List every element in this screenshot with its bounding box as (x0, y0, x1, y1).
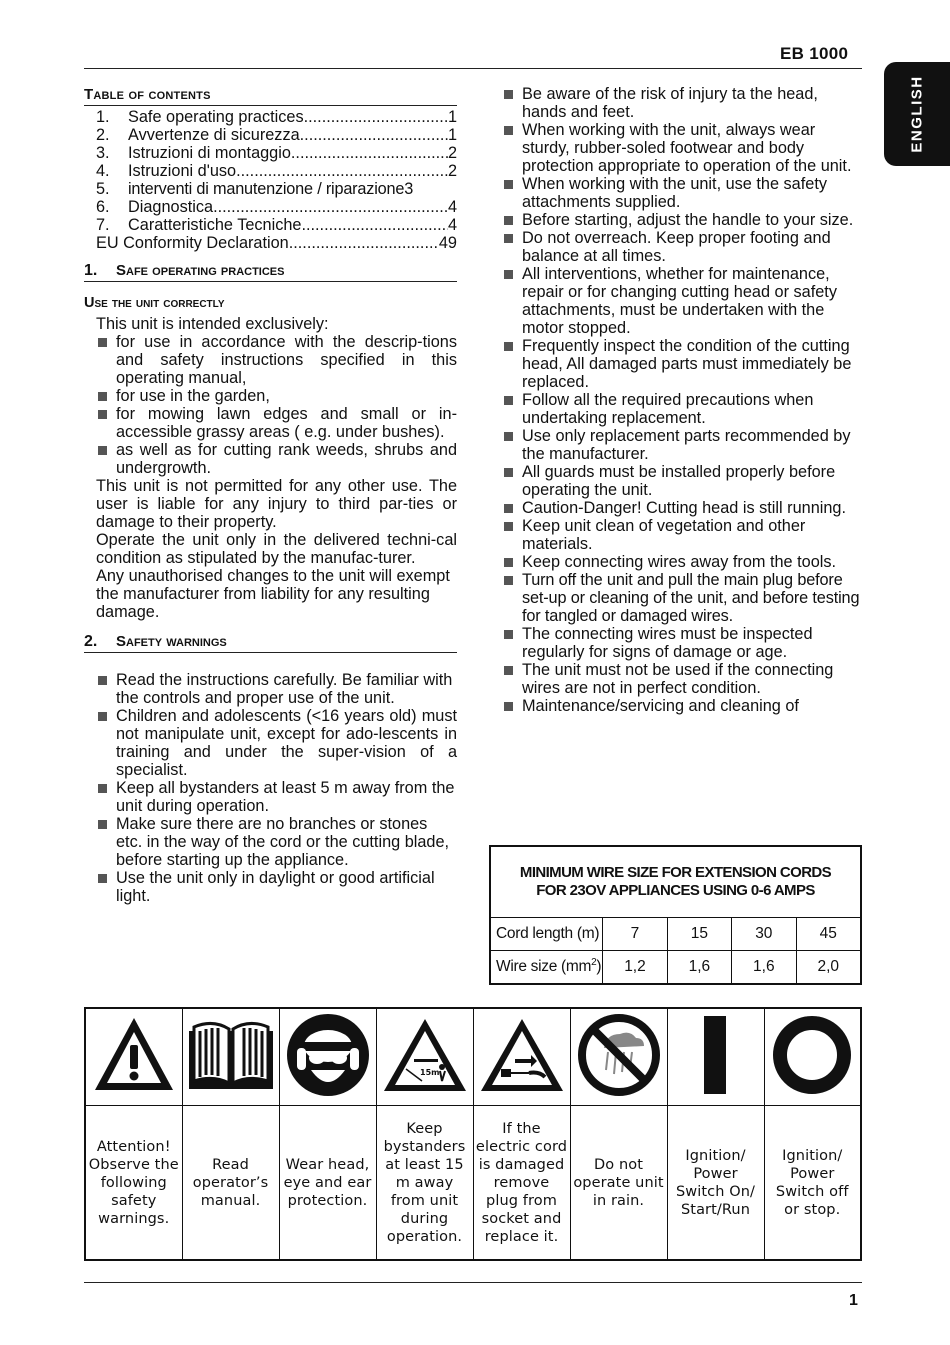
bullet-square-icon (504, 666, 513, 675)
toc-item[interactable]: 2. Avvertenze di sicurezza ..... 1 (96, 126, 457, 144)
section-1-subheading: Use the unit correctly (84, 295, 225, 311)
toc-item[interactable]: 7. Caratteristiche Tecniche ..... 4 (96, 216, 457, 234)
table-row (490, 918, 861, 951)
list-item: Before starting, adjust the handle to your size. (502, 211, 862, 229)
toc-item[interactable]: 1. Safe operating practices ..... 1 (96, 108, 457, 126)
bullet-square-icon (504, 234, 513, 243)
table-cell: 1,2 (603, 951, 667, 985)
bullet-square-icon (98, 338, 107, 347)
head-eye-ear-protection-icon (285, 1012, 371, 1098)
bullet-square-icon (504, 270, 513, 279)
table-cell: 15 (667, 918, 731, 951)
list-item: Make sure there are no branches or stones etc. in the way of the cord or the cutting blade, before starting up the appliance. (96, 815, 457, 869)
table-cell: 30 (732, 918, 796, 951)
toc-item[interactable]: 5. interventi di manutenzione / riparazione 3 (96, 180, 414, 198)
paragraph: Any unauthorised changes to the unit will exempt the manufacturer from liability for any resulting damage. (96, 567, 450, 621)
list-item: Caution-Danger! Cutting head is still running. (502, 499, 862, 517)
bullet-square-icon (504, 504, 513, 513)
bullet-square-icon (504, 90, 513, 99)
footer-divider (84, 1282, 862, 1283)
list-item: All interventions, whether for maintenance, repair or for changing cutting head or safety attachments, must be undertaken with the motor stopped. (502, 265, 862, 337)
list-item: Be aware of the risk of injury ta the head, hands and feet. (502, 85, 862, 121)
bullet-square-icon (98, 874, 107, 883)
paragraph: Operate the unit only in the delivered techni-cal condition as stipulated by the manufac-turer. (96, 531, 457, 567)
right-column (502, 85, 862, 715)
list-item: Maintenance/servicing and cleaning of (502, 697, 862, 715)
table-cell: 1,6 (667, 951, 731, 985)
open-manual-icon (185, 1015, 277, 1095)
toc-leader-dots (236, 162, 448, 180)
toc-heading: Table of contents (84, 86, 457, 106)
document-model: EB 1000 (780, 44, 849, 63)
section-1-heading: 1. Safe operating practices (84, 262, 457, 282)
bullet-square-icon (98, 446, 107, 455)
wire-table-title: MINIMUM WIRE SIZE FOR EXTENSION CORDS FOR 23OV APPLIANCES USING 0-6 AMPS (490, 846, 861, 918)
toc-leader-dots (291, 144, 448, 162)
symbol-cell (85, 1008, 182, 1106)
symbol-caption: Keep bystanders at least 15 m away from unit during operation. (376, 1106, 473, 1261)
list-item: Keep connecting wires away from the tools. (502, 553, 862, 571)
bullet-square-icon (504, 396, 513, 405)
section-1-body (96, 315, 457, 621)
list-item: as well as for cutting rank weeds, shrubs and undergrowth. (96, 441, 457, 477)
toc-leader-dots (300, 126, 448, 144)
symbol-caption: Ignition/ Power Switch off or stop. (764, 1106, 861, 1261)
symbol-cell (182, 1008, 279, 1106)
symbol-caption: If the electric cord is damaged remove plug from socket and replace it. (473, 1106, 570, 1261)
symbol-cell (667, 1008, 764, 1106)
page-number: 1 (849, 1292, 858, 1309)
bullet-square-icon (98, 784, 107, 793)
list-item: for use in the garden, (96, 387, 457, 405)
symbol-caption: Attention! Observe the following safety warnings. (85, 1106, 182, 1261)
list-item: Frequently inspect the condition of the cutting head, All damaged parts must immediately be replaced. (502, 337, 862, 391)
warning-triangle-icon (91, 1012, 177, 1098)
section-2-body-left (96, 671, 457, 905)
list-item: Turn off the unit and pull the main plug before set-up or cleaning of the unit, and before testing for tangled or damaged wires. (502, 571, 862, 625)
bullet-square-icon (504, 216, 513, 225)
symbol-cell (279, 1008, 376, 1106)
toc-leader-dots (304, 108, 448, 126)
bullet-square-icon (504, 126, 513, 135)
bullet-square-icon (98, 392, 107, 401)
list-item: Keep all bystanders at least 5 m away from the unit during operation. (96, 779, 457, 815)
table-of-contents (96, 108, 457, 252)
symbol-caption: Read operator’s manual. (182, 1106, 279, 1261)
bullet-square-icon (504, 180, 513, 189)
list-item: All guards must be installed properly before operating the unit. (502, 463, 862, 499)
list-item: Follow all the required precautions when undertaking replacement. (502, 391, 862, 427)
left-column (84, 86, 457, 905)
language-tab-label: ENGLISH (908, 75, 926, 153)
symbol-caption: Ignition/ Power Switch On/ Start/Run (667, 1106, 764, 1261)
symbol-cell (570, 1008, 667, 1106)
list-item: Keep unit clean of vegetation and other materials. (502, 517, 862, 553)
symbol-caption-row (85, 1106, 861, 1261)
bullet-square-icon (98, 712, 107, 721)
symbol-icon-row (85, 1008, 861, 1106)
intro-text: This unit is intended exclusively: (96, 315, 329, 333)
toc-leader-dots (289, 234, 439, 252)
header-divider (84, 68, 862, 69)
cord-length-label: Cord length (m) (490, 918, 603, 951)
list-item: Do not overreach. Keep proper footing and balance at all times. (502, 229, 862, 265)
table-cell: 7 (603, 918, 667, 951)
wire-size-label: Wire size $(mm^2)$ (490, 951, 603, 985)
language-tab (884, 62, 950, 166)
list-item: When working with the unit, use the safety attachments supplied. (502, 175, 862, 211)
list-item: for mowing lawn edges and small or in-accessible grassy areas ( e.g. under bushes). (96, 405, 457, 441)
toc-leader-dots (301, 216, 447, 234)
toc-item[interactable]: 4. Istruzioni d'uso ..... 2 (96, 162, 457, 180)
toc-item[interactable]: 3. Istruzioni di montaggio ..... 2 (96, 144, 457, 162)
symbol-caption: Do not operate unit in rain. (570, 1106, 667, 1261)
section-2-heading: 2. Safety warnings (84, 633, 457, 653)
toc-leader-dots (213, 198, 448, 216)
toc-item[interactable]: EU Conformity Declaration ..... 49 (96, 234, 457, 252)
safety-symbols-table (84, 1007, 862, 1261)
bullet-square-icon (98, 410, 107, 419)
list-item: for use in accordance with the descrip-tions and safety instructions specified in this operating manual, (96, 333, 457, 387)
symbol-caption: Wear head, eye and ear protection. (279, 1106, 376, 1261)
bullet-square-icon (504, 522, 513, 531)
bullet-square-icon (504, 576, 513, 585)
bullet-square-icon (98, 676, 107, 685)
table-cell: 45 (796, 918, 861, 951)
bullet-square-icon (504, 468, 513, 477)
table-cell: 2,0 (796, 951, 861, 985)
list-item: Use only replacement parts recommended by the manufacturer. (502, 427, 862, 463)
symbol-cell (473, 1008, 570, 1106)
bullet-square-icon (504, 630, 513, 639)
keep-bystanders-away-icon (382, 1015, 468, 1095)
list-item: Children and adolescents (<16 years old) must not manipulate unit, except for ado-lescents in training and under the super-vision of a specialist. (96, 707, 457, 779)
power-off-icon (769, 1012, 855, 1098)
bullet-square-icon (98, 820, 107, 829)
list-item: Read the instructions carefully. Be familiar with the controls and proper use of the unit. (96, 671, 457, 707)
list-item: The unit must not be used if the connecting wires are not in perfect condition. (502, 661, 862, 697)
power-on-icon (701, 1012, 731, 1098)
bullet-square-icon (504, 432, 513, 441)
unplug-cord-icon (479, 1015, 565, 1095)
toc-item[interactable]: 6. Diagnostica ..... 4 (96, 198, 457, 216)
distance-label: 15m (419, 1067, 439, 1077)
symbol-cell (764, 1008, 861, 1106)
extension-cord-wire-size-table (489, 845, 862, 985)
list-item: When working with the unit, always wear sturdy, rubber-soled footwear and body protection appropriate to operation of the unit. (502, 121, 862, 175)
paragraph: This unit is not permitted for any other use. The user is liable for any injury to third par-ties or damage to their property. (96, 477, 457, 531)
table-cell: 1,6 (732, 951, 796, 985)
symbol-cell (376, 1008, 473, 1106)
bullet-square-icon (504, 558, 513, 567)
bullet-square-icon (504, 342, 513, 351)
bullet-square-icon (504, 702, 513, 711)
list-item: Use the unit only in daylight or good artificial light. (96, 869, 457, 905)
list-item: The connecting wires must be inspected regularly for signs of damage or age. (502, 625, 862, 661)
no-rain-icon (576, 1012, 662, 1098)
table-row (490, 951, 861, 985)
